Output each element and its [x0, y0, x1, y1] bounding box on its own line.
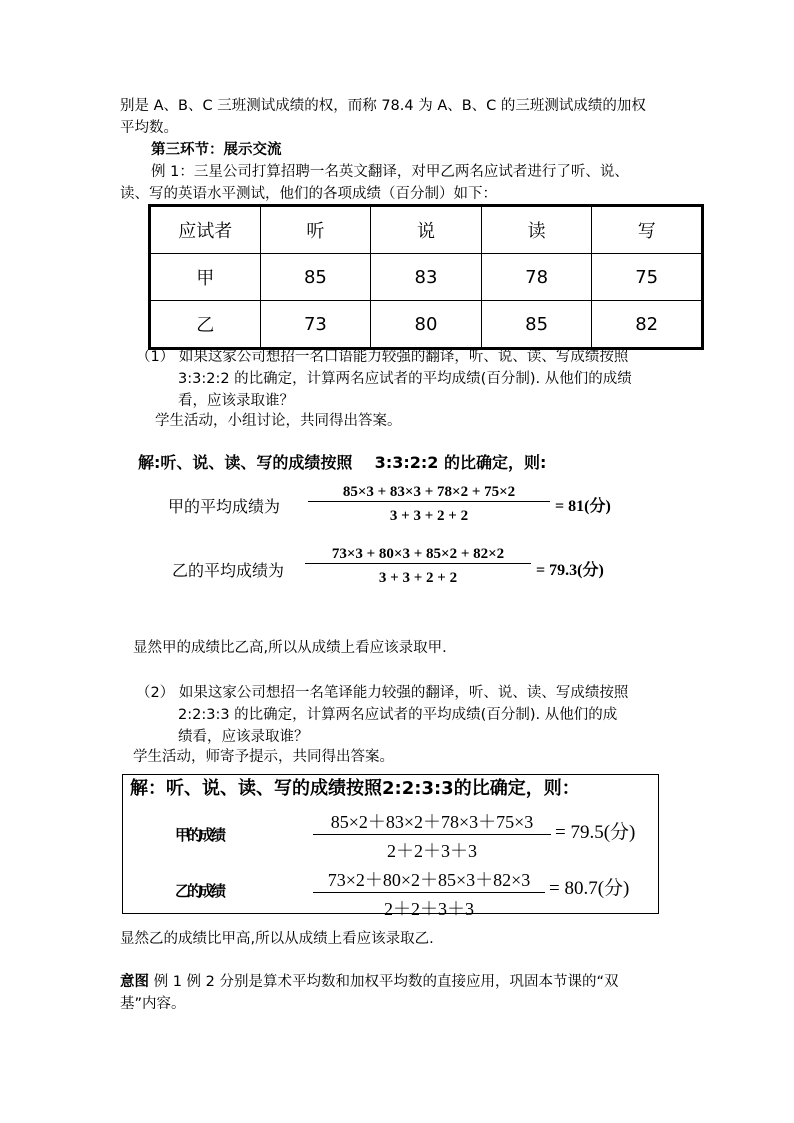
q1-activity: 学生活动，小组讨论，共同得出答案。: [155, 413, 402, 429]
example1-line-2: 读、写的英语水平测试，他们的各项成绩（百分制）如下：: [120, 186, 497, 202]
table-cell: 乙: [150, 301, 261, 349]
fraction-denominator: 2＋2＋3＋3: [384, 899, 474, 919]
example1-line-1: 例 1：三星公司打算招聘一名英文翻译，对甲乙两名应试者进行了听、说、: [151, 164, 629, 180]
q2-line-2: 2:2:3:3 的比确定，计算两名应试者的平均成绩(百分制). 从他们的成: [178, 707, 618, 723]
solution1-heading: 解:听、说、读、写的成绩按照 3:3:2:2 的比确定，则:: [138, 453, 547, 472]
fraction-denominator: 3 + 3 + 2 + 2: [389, 508, 469, 524]
intent-text: 例 1 例 2 分别是算术平均数和加权平均数的直接应用，巩固本节课的“双: [149, 974, 619, 990]
sol1-jia-label: 甲的平均成绩为: [168, 497, 281, 516]
fraction-bar: [305, 563, 531, 564]
fraction-bar: [308, 501, 550, 502]
sol1-yi-label: 乙的平均成绩为: [172, 561, 285, 580]
intent-line-2: 基”内容。: [120, 996, 186, 1012]
table-row: [150, 301, 703, 349]
sol1-jia-result: = 81(分): [555, 498, 611, 515]
table-cell: 82: [592, 301, 703, 349]
intro-line-1: 别是 A、B、C 三班测试成绩的权，而称 78.4 为 A、B、C 的三班测试成绩的加权: [120, 98, 646, 114]
table-cell: 85: [260, 254, 371, 301]
fraction-bar: [313, 834, 551, 835]
sol1-yi-result: = 79.3(分): [536, 562, 604, 579]
table-header-cell: 应试者: [150, 206, 261, 254]
fraction-denominator: 3 + 3 + 2 + 2: [378, 570, 458, 586]
solution2-heading: 解：听、说、读、写的成绩按照2:2:3:3的比确定，则：: [130, 778, 580, 799]
table-header-cell: 听: [260, 206, 371, 254]
table-header-row: [150, 206, 703, 254]
table-cell: 85: [481, 301, 592, 349]
table-cell: 75: [592, 254, 703, 301]
q2-line-3: 绩看，应该录取谁？: [178, 729, 309, 745]
sol2-jia-result: = 79.5(分): [555, 822, 636, 843]
section-title: 第三环节：展示交流: [151, 142, 282, 158]
fraction-numerator: 85×3 + 83×3 + 78×2 + 75×2: [342, 484, 516, 500]
table-cell: 83: [371, 254, 482, 301]
table-cell: 80: [371, 301, 482, 349]
fraction-denominator: 2＋2＋3＋3: [387, 841, 477, 861]
intro-line-2: 平均数。: [120, 120, 178, 136]
q1-line-3: 看，应该录取谁？: [178, 393, 294, 409]
intent-label: 意图: [120, 974, 149, 990]
table-row: [150, 254, 703, 301]
fraction-bar: [313, 892, 545, 893]
sol2-yi-label: 乙的成绩: [175, 882, 224, 900]
q1-line-2: 3:3:2:2 的比确定，计算两名应试者的平均成绩(百分制). 从他们的成绩: [178, 371, 632, 387]
sol1-yi-fraction: [305, 546, 531, 587]
fraction-numerator: 73×2＋80×2＋85×3＋82×3: [327, 870, 531, 890]
table-header-cell: 说: [371, 206, 482, 254]
intent-line-1: [120, 971, 690, 993]
sol1-jia-fraction: [308, 484, 550, 525]
fraction-numerator: 73×3 + 80×3 + 85×2 + 82×2: [331, 546, 505, 562]
sol2-yi-result: = 80.7(分): [549, 878, 630, 899]
q2-line-1: （2） 如果这家公司想招一名笔译能力较强的翻译，听、说、读、写成绩按照: [136, 685, 629, 701]
score-table: [148, 204, 704, 350]
table-cell: 73: [260, 301, 371, 349]
sol1-conclusion: 显然甲的成绩比乙高,所以从成绩上看应该录取甲.: [133, 640, 447, 656]
table-header-cell: 写: [592, 206, 703, 254]
sol2-yi-fraction: [313, 866, 545, 921]
table-cell: 甲: [150, 254, 261, 301]
q1-line-1: （1） 如果这家公司想招一名口语能力较强的翻译，听、说、读、写成绩按照: [136, 349, 629, 365]
sol2-jia-label: 甲的成绩: [175, 826, 224, 844]
q2-activity: 学生活动，师寄予提示，共同得出答案。: [133, 749, 394, 765]
fraction-numerator: 85×2＋83×2＋78×3＋75×3: [330, 812, 534, 832]
sol2-jia-fraction: [313, 808, 551, 863]
sol2-conclusion: 显然乙的成绩比甲高,所以从成绩上看应该录取乙.: [120, 931, 434, 947]
table-header-cell: 读: [481, 206, 592, 254]
table-cell: 78: [481, 254, 592, 301]
